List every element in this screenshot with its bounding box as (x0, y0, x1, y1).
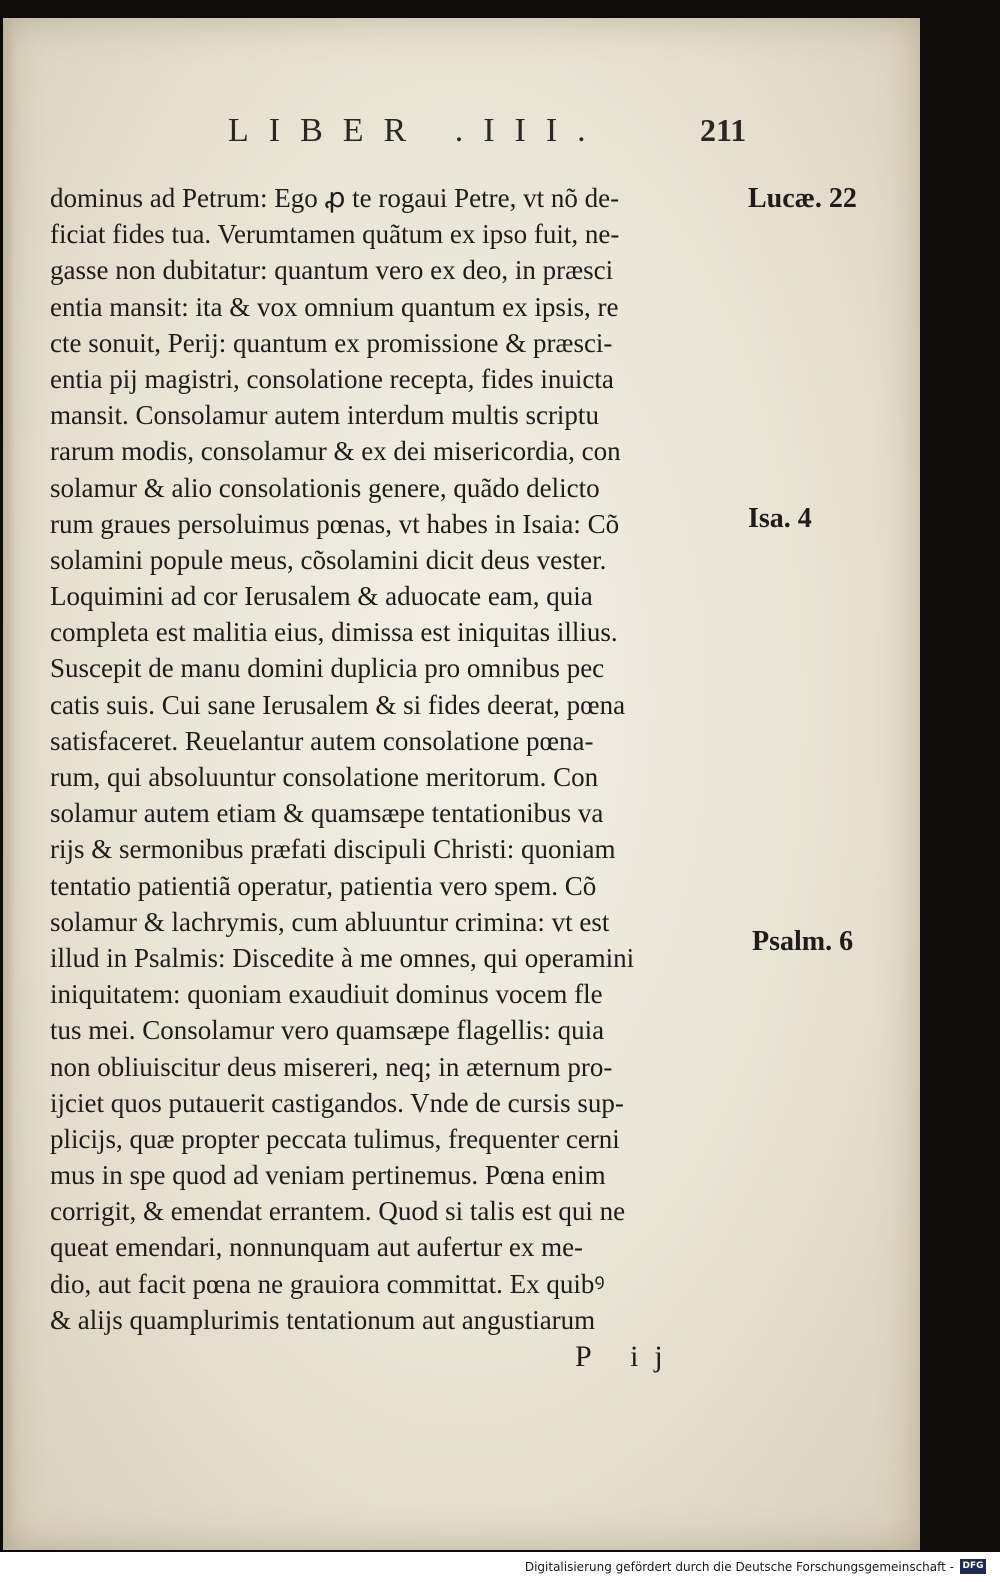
text-line: solamur autem etiam & quamsæpe tentationibus va (50, 798, 604, 829)
marginal-note-lucae: Lucæ. 22 (748, 183, 857, 214)
funding-credit: Digitalisierung gefördert durch die Deutsche Forschungsgemeinschaft - (524, 1560, 954, 1574)
text-line: solamini popule meus, cõsolamini dicit deus vester. (50, 544, 607, 575)
signature-mark: P ij (575, 1340, 679, 1373)
text-line: Suscepit de manu domini duplicia pro omnibus pec (50, 653, 605, 684)
text-line: satisfaceret. Reuelantur autem consolatione pœna- (50, 725, 594, 756)
page-number: 211 (700, 112, 747, 148)
dfg-logo: DFG (960, 1559, 986, 1574)
text-line: gasse non dubitatur: quantum vero ex deo, in præsci (50, 255, 614, 286)
text-line: catis suis. Cui sane Ierusalem & si fides deerat, pœna (50, 689, 626, 720)
text-line: entia pij magistri, consolatione recepta, fides inuicta (50, 363, 614, 394)
text-line: tentatio patientiã operatur, patientia vero spem. Cõ (50, 870, 597, 901)
text-line: illud in Psalmis: Discedite à me omnes, qui operamini (50, 942, 635, 973)
marginal-note-psalm: Psalm. 6 (752, 926, 854, 957)
text-line: rum graues persoluimus pœnas, vt habes in Isaia: Cõ (50, 508, 620, 539)
text-line: ijciet quos putauerit castigandos. Vnde de cursis sup- (50, 1087, 624, 1118)
text-line: plicijs, quæ propter peccata tulimus, frequenter cerni (50, 1123, 620, 1154)
text-line: dominus ad Petrum: Ego ꝓ te rogaui Petre, vt nõ de- (50, 183, 620, 213)
text-line: solamur & lachrymis, cum abluuntur crimina: vt est (50, 906, 610, 937)
text-line: mansit. Consolamur autem interdum multis scriptu (50, 400, 599, 431)
text-line: queat emendari, nonnunquam aut aufertur ex me- (50, 1232, 584, 1263)
text-line: completa est malitia eius, dimissa est iniquitas illius. (50, 617, 618, 648)
text-line: rum, qui absoluuntur consolatione meritorum. Con (50, 762, 599, 792)
text-line: Loquimini ad cor Ierusalem & aduocate eam, quia (50, 581, 593, 612)
text-line: iniquitatem: quoniam exaudiuit dominus vocem fle (50, 979, 603, 1010)
marginal-note-isaiae: Isa. 4 (748, 503, 812, 534)
text-line: corrigit, & emendat errantem. Quod si talis est qui ne (50, 1196, 626, 1227)
running-head: LIBER .III. (228, 112, 606, 149)
text-line: dio, aut facit pœna ne grauiora committat. Ex quibꝰ (50, 1268, 605, 1299)
text-line: non obliuiscitur deus misereri, neq; in æternum pro- (50, 1051, 613, 1082)
text-line: mus in spe quod ad veniam pertinemus. Pœna enim (50, 1160, 606, 1191)
text-line: ficiat fides tua. Verumtamen quãtum ex ipso fuit, ne- (50, 219, 620, 250)
text-line: rarum modis, consolamur & ex dei misericordia, con (50, 436, 621, 467)
text-line: solamur & alio consolationis genere, quãdo delicto (50, 472, 600, 503)
text-line: tus mei. Consolamur vero quamsæpe flagellis: quia (50, 1015, 605, 1046)
text-line: cte sonuit, Perij: quantum ex promissione & præsci- (50, 327, 613, 358)
page-gutter-shadow (3, 18, 15, 1550)
text-line: rijs & sermonibus præfati discipuli Christi: quoniam (50, 834, 616, 865)
text-line: entia mansit: ita & vox omnium quantum ex ipsis, re (50, 291, 619, 322)
body-text (50, 180, 750, 1338)
text-line: & alijs quamplurimis tentationum aut angustiarum (50, 1304, 596, 1335)
